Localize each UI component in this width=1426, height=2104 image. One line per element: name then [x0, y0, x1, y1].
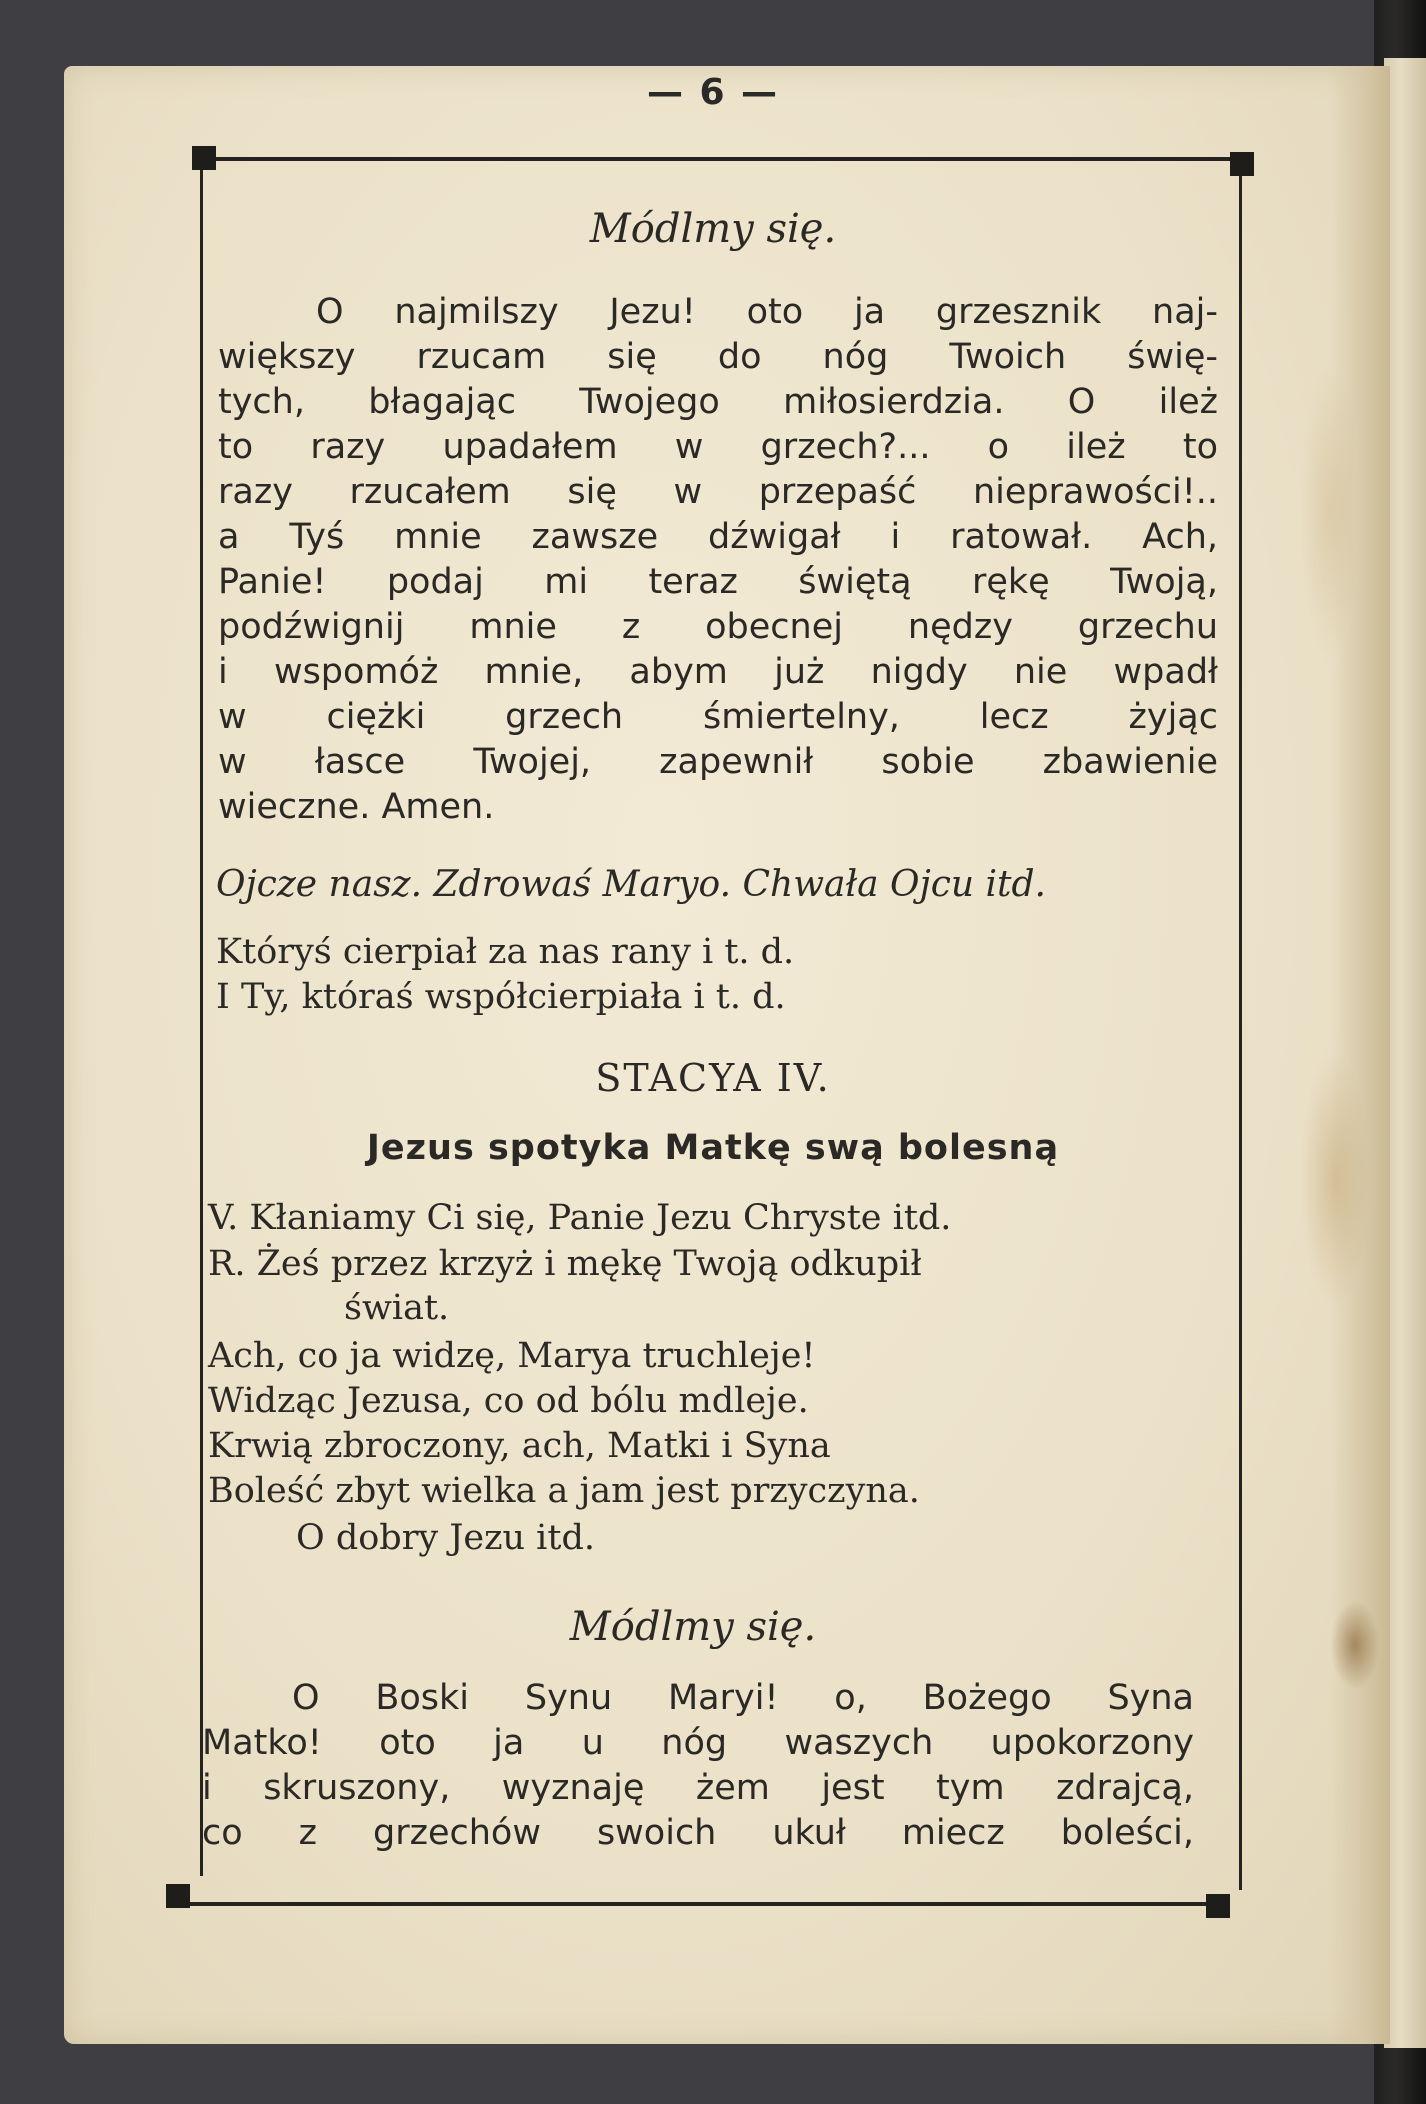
text-line: i wspomóż mnie, abym już nigdy nie wpadł — [218, 652, 1218, 692]
prayer-heading: Módlmy się. — [589, 206, 837, 252]
text-line: w ciężki grzech śmiertelny, lecz żyjąc — [218, 697, 1218, 737]
prayer-paragraph — [202, 1676, 1194, 1856]
text-line: Krwią zbroczony, ach, Matki i Syna — [208, 1426, 831, 1466]
text-line: O najmilszy Jezu! oto ja grzesznik naj- — [316, 292, 1218, 332]
frame-rule-top — [200, 157, 1244, 161]
refrain: O dobry Jezu itd. — [296, 1518, 595, 1558]
station-label: STACYA IV. — [595, 1056, 831, 1100]
closing-prayers: Ojcze nasz. Zdrowaś Maryo. Chwała Ojcu itd. — [216, 864, 1046, 905]
text-line: Matko! oto ja u nóg waszych upokorzony — [202, 1723, 1194, 1763]
text-line: Widząc Jezusa, co od bólu mdleje. — [208, 1381, 809, 1421]
text-line: i skruszony, wyznaję żem jest tym zdrajcą, — [202, 1768, 1194, 1808]
text-line: w łasce Twojej, zapewnił sobie zbawienie — [218, 742, 1218, 782]
frame-corner — [1230, 152, 1254, 176]
text-line: O Boski Synu Maryi! o, Bożego Syna — [292, 1678, 1194, 1718]
text-line: Boleść zbyt wielka a jam jest przyczyna. — [208, 1471, 920, 1511]
text-line: to razy upadałem w grzech?... o ileż to — [218, 427, 1218, 467]
foxing-stain — [1300, 360, 1360, 660]
text-line: Któryś cierpiał za nas rany i t. d. — [216, 932, 795, 972]
text-line: tych, błagając Twojego miłosierdzia. O ileż — [218, 382, 1218, 422]
frame-rule-bottom — [176, 1902, 1216, 1906]
verse-stanza — [208, 1334, 920, 1514]
facing-page-edge — [1384, 58, 1426, 2048]
text-line: Panie! podaj mi teraz świętą rękę Twoją, — [218, 562, 1218, 602]
frame-corner — [166, 1884, 190, 1908]
response: R. Żeś przez krzyż i mękę Twoją odkupił — [208, 1244, 922, 1284]
text-line: wieczne. Amen. — [218, 787, 495, 827]
station-title: Jezus spotyka Matkę swą bolesną — [366, 1128, 1060, 1168]
text-line: Ach, co ja widzę, Marya truchleje! — [208, 1336, 816, 1376]
prayer-paragraph — [218, 290, 1218, 830]
frame-corner — [1206, 1894, 1230, 1918]
text-line: I Ty, któraś współcierpiała i t. d. — [216, 977, 786, 1017]
text-line: razy rzucałem się w przepaść nieprawości!.. — [218, 472, 1218, 512]
versicle: V. Kłaniamy Ci się, Panie Jezu Chryste itd. — [208, 1198, 952, 1238]
text-line: większy rzucam się do nóg Twoich świę- — [218, 337, 1218, 377]
frame-corner — [192, 146, 216, 170]
text-line: podźwignij mnie z obecnej nędzy grzechu — [218, 607, 1218, 647]
page-number: — 6 — — [646, 72, 780, 113]
response-continuation: świat. — [344, 1288, 450, 1328]
hymn-lines — [216, 930, 794, 1020]
prayer-heading: Módlmy się. — [569, 1604, 817, 1650]
text-line: co z grzechów swoich ukuł miecz boleści, — [202, 1813, 1194, 1853]
text-line: a Tyś mnie zawsze dźwigał i ratował. Ach, — [218, 517, 1218, 557]
